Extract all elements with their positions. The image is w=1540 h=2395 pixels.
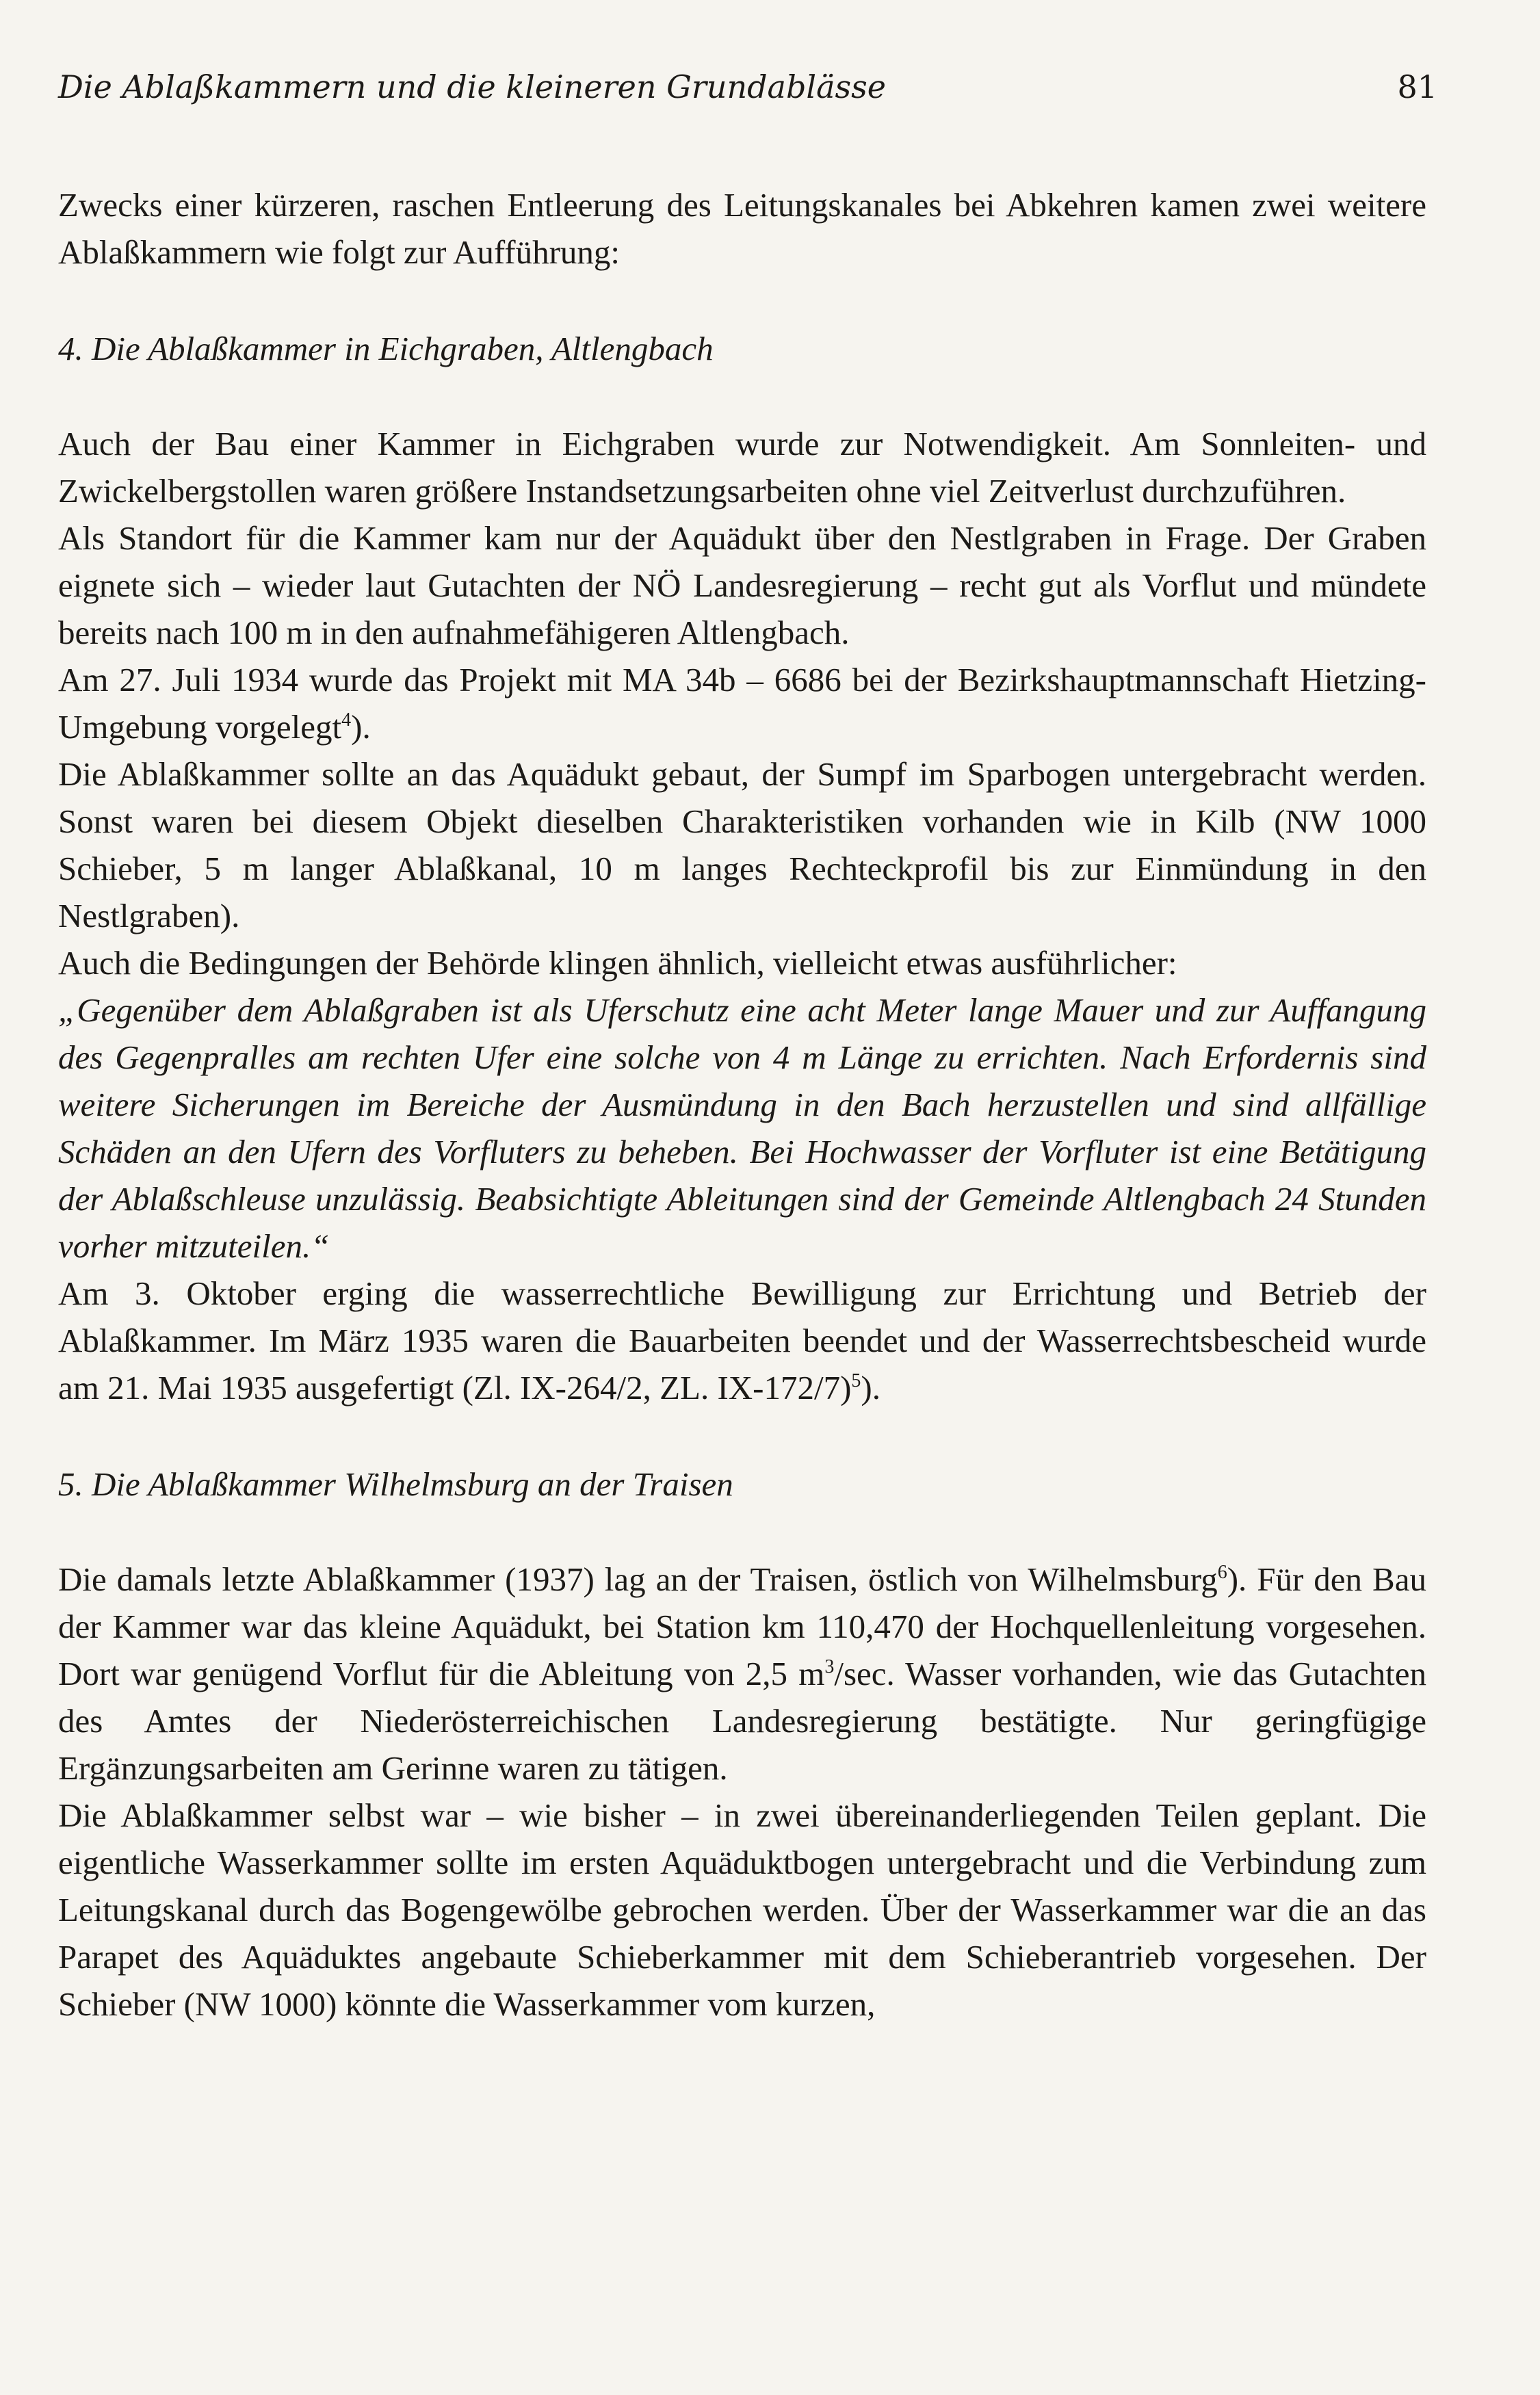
footnote-ref-5: 5: [851, 1370, 861, 1391]
section-5-heading: 5. Die Ablaßkammer Wilhelmsburg an der Traisen: [58, 1465, 733, 1503]
intro-paragraph: Zwecks einer kürzeren, raschen Entleerung des Leitungskanales bei Abkehren kamen zwei weitere Ablaßkammern wie folgt zur Aufführung:: [58, 186, 1426, 271]
paragraph-text-mid: ). Für den Bau der Kammer war das kleine Aquädukt, bei Station km 110,470 der Hochquellenleitung vorgesehen. Dort war genügend Vorflut für die Ableitung von 2,5 m: [58, 1560, 1426, 1692]
footnote-ref-6: 6: [1217, 1562, 1227, 1583]
paragraph-text: Die damals letzte Ablaßkammer (1937) lag an der Traisen, östlich von Wilhelmsburg: [58, 1560, 1218, 1598]
section-4-heading: 4. Die Ablaßkammer in Eichgraben, Altlengbach: [58, 330, 714, 367]
body-text: [58, 181, 1426, 2028]
section-4-paragraph-3: [58, 656, 1426, 750]
paragraph-text: Am 27. Juli 1934 wurde das Projekt mit MA 34b – 6686 bei der Bezirkshauptmannschaft Hietzing-Umgebung vorgelegt: [58, 661, 1426, 746]
page-number: 81: [1397, 68, 1437, 105]
section-5-paragraph-1: [58, 1556, 1426, 1792]
footnote-ref-4: 4: [341, 709, 352, 731]
section-4-paragraph-5: Auch die Bedingungen der Behörde klingen ähnlich, vielleicht etwas ausführlicher:: [58, 944, 1177, 982]
running-title: Die Ablaßkammern und die kleineren Grundablässe: [58, 68, 886, 105]
paragraph-text: Am 3. Oktober erging die wasserrechtliche Bewilligung zur Errichtung und Betrieb der Ablaßkammer. Im März 1935 waren die Bauarbeiten beendet und der Wasserrechtsbescheid wurde am 21. Mai 1935 ausgefertigt (Zl. IX-264/2, ZL. IX-172/7): [58, 1274, 1426, 1406]
paragraph-text-end: ).: [351, 708, 371, 746]
paragraph-text-end: /sec. Wasser vorhanden, wie das Gutachten des Amtes der Niederösterreichischen Landesregierung bestätigte. Nur geringfügige Ergänzungsarbeiten am Gerinne waren zu tätigen.: [58, 1655, 1427, 1787]
running-header: [58, 68, 1437, 123]
section-4-paragraph-2: Als Standort für die Kammer kam nur der Aquädukt über den Nestlgraben in Frage. Der Graben eignete sich – wieder laut Gutachten der NÖ Landesregierung – recht gut als Vorflut und mündete bereits nach 100 m in den aufnahmefähigeren Altlengbach.: [58, 519, 1426, 651]
section-5-paragraph-2: Die Ablaßkammer selbst war – wie bisher – in zwei übereinanderliegenden Teilen geplant. Die eigentliche Wasserkammer sollte im ersten Aquäduktbogen untergebracht und die Verbindung zum Leitungskanal durch das Bogengewölbe gebrochen werden. Über der Wasserkammer war die an das Parapet des Aquäduktes angebaute Schieberkammer mit dem Schieberantrieb vorgesehen. Der Schieber (NW 1000) könnte die Wasserkammer vom kurzen,: [58, 1796, 1426, 2023]
authority-quote: „Gegenüber dem Ablaßgraben ist als Uferschutz eine acht Meter lange Mauer und zur Auffangung des Gegenpralles am rechten Ufer eine solche von 4 m Länge zu errichten. Nach Erfordernis sind weitere Sicherungen im Bereiche der Ausmündung in den Bach herzustellen und sind allfällige Schäden an den Ufern des Vorfluters zu beheben. Bei Hochwasser der Vorfluter ist eine Betätigung der Ablaßschleuse unzulässig. Beabsichtigte Ableitungen sind der Gemeinde Altlengbach 24 Stunden vorher mitzuteilen.“: [58, 991, 1426, 1265]
section-4-paragraph-4: Die Ablaßkammer sollte an das Aquädukt gebaut, der Sumpf im Sparbogen untergebracht werden. Sonst waren bei diesem Objekt dieselben Charakteristiken vorhanden wie in Kilb (NW 1000 Schieber, 5 m langer Ablaßkanal, 10 m langes Rechteckprofil bis zur Einmündung in den Nestlgraben).: [58, 755, 1426, 934]
unit-superscript: 3: [824, 1656, 835, 1677]
section-4-paragraph-6: [58, 1270, 1426, 1411]
paragraph-text-end: ).: [861, 1369, 880, 1406]
section-4-paragraph-1: Auch der Bau einer Kammer in Eichgraben wurde zur Notwendigkeit. Am Sonnleiten- und Zwickelbergstollen waren größere Instandsetzungsarbeiten ohne viel Zeitverlust durchzuführen.: [58, 425, 1426, 510]
